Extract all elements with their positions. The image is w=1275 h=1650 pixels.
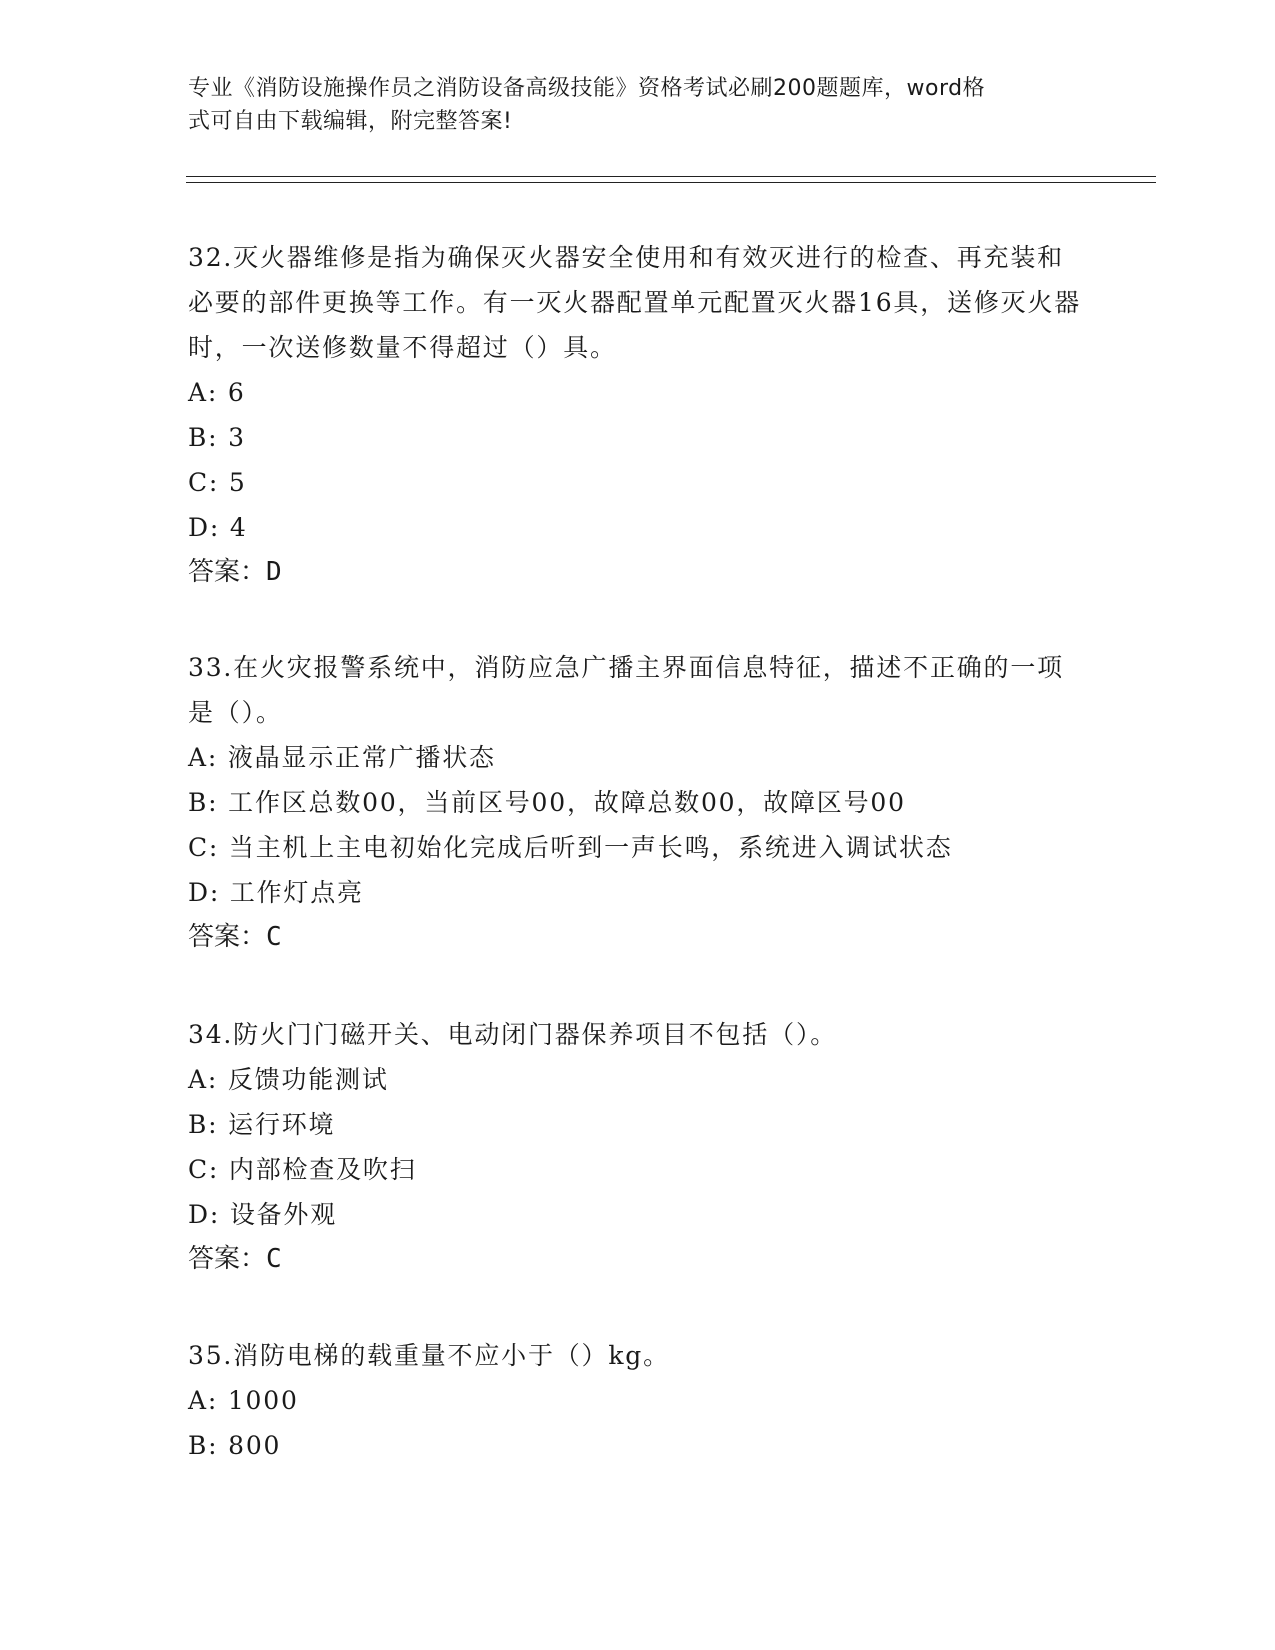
option-a: A: 1000 [188, 1386, 299, 1415]
answer-value: D [266, 557, 282, 587]
document-header [188, 72, 1068, 138]
question-stem: 35.消防电梯的载重量不应小于（）kg。 [188, 1341, 670, 1370]
question-stem: 34.防火门门磁开关、电动闭门器保养项目不包括（）。 [188, 1020, 838, 1049]
answer-value: C [266, 922, 282, 952]
option-d: D: 4 [188, 513, 248, 542]
option-d: D: 设备外观 [188, 1200, 338, 1229]
option-b: B: 3 [188, 423, 246, 452]
option-b: B: 工作区总数00，当前区号00，故障总数00，故障区号00 [188, 788, 906, 817]
question-stem: 33.在火灾报警系统中，消防应急广播主界面信息特征，描述不正确的一项是（）。 [188, 653, 1064, 727]
question-32 [188, 235, 1088, 595]
answer-line [188, 1237, 1088, 1282]
answer-value: C [266, 1244, 282, 1274]
answer-label: 答案： [188, 922, 267, 952]
option-a: A: 6 [188, 378, 246, 407]
question-33 [188, 645, 1088, 960]
option-c: C: 当主机上主电初始化完成后听到一声长鸣，系统进入调试状态 [188, 833, 953, 862]
option-a: A: 液晶显示正常广播状态 [188, 743, 496, 772]
option-a: A: 反馈功能测试 [188, 1065, 389, 1094]
header-line-1: 专业《消防设施操作员之消防设备高级技能》资格考试必刷200题题库，word格 [188, 76, 986, 101]
option-b: B: 800 [188, 1431, 282, 1460]
option-c: C: 5 [188, 468, 247, 497]
question-34 [188, 1012, 1088, 1282]
option-b: B: 运行环境 [188, 1110, 336, 1139]
answer-label: 答案： [188, 1244, 267, 1274]
header-divider-top [186, 176, 1156, 177]
answer-line [188, 550, 1088, 595]
answer-label: 答案： [188, 557, 267, 587]
header-line-2: 式可自由下载编辑，附完整答案! [188, 109, 513, 134]
header-divider-bottom [186, 182, 1156, 183]
question-stem: 32.灭火器维修是指为确保灭火器安全使用和有效灭进行的检查、再充装和必要的部件更换等工作。有一灭火器配置单元配置灭火器16具，送修灭火器时，一次送修数量不得超过（）具。 [188, 243, 1082, 362]
question-35 [188, 1333, 1088, 1468]
answer-line [188, 915, 1088, 960]
option-d: D: 工作灯点亮 [188, 878, 364, 907]
option-c: C: 内部检查及吹扫 [188, 1155, 417, 1184]
